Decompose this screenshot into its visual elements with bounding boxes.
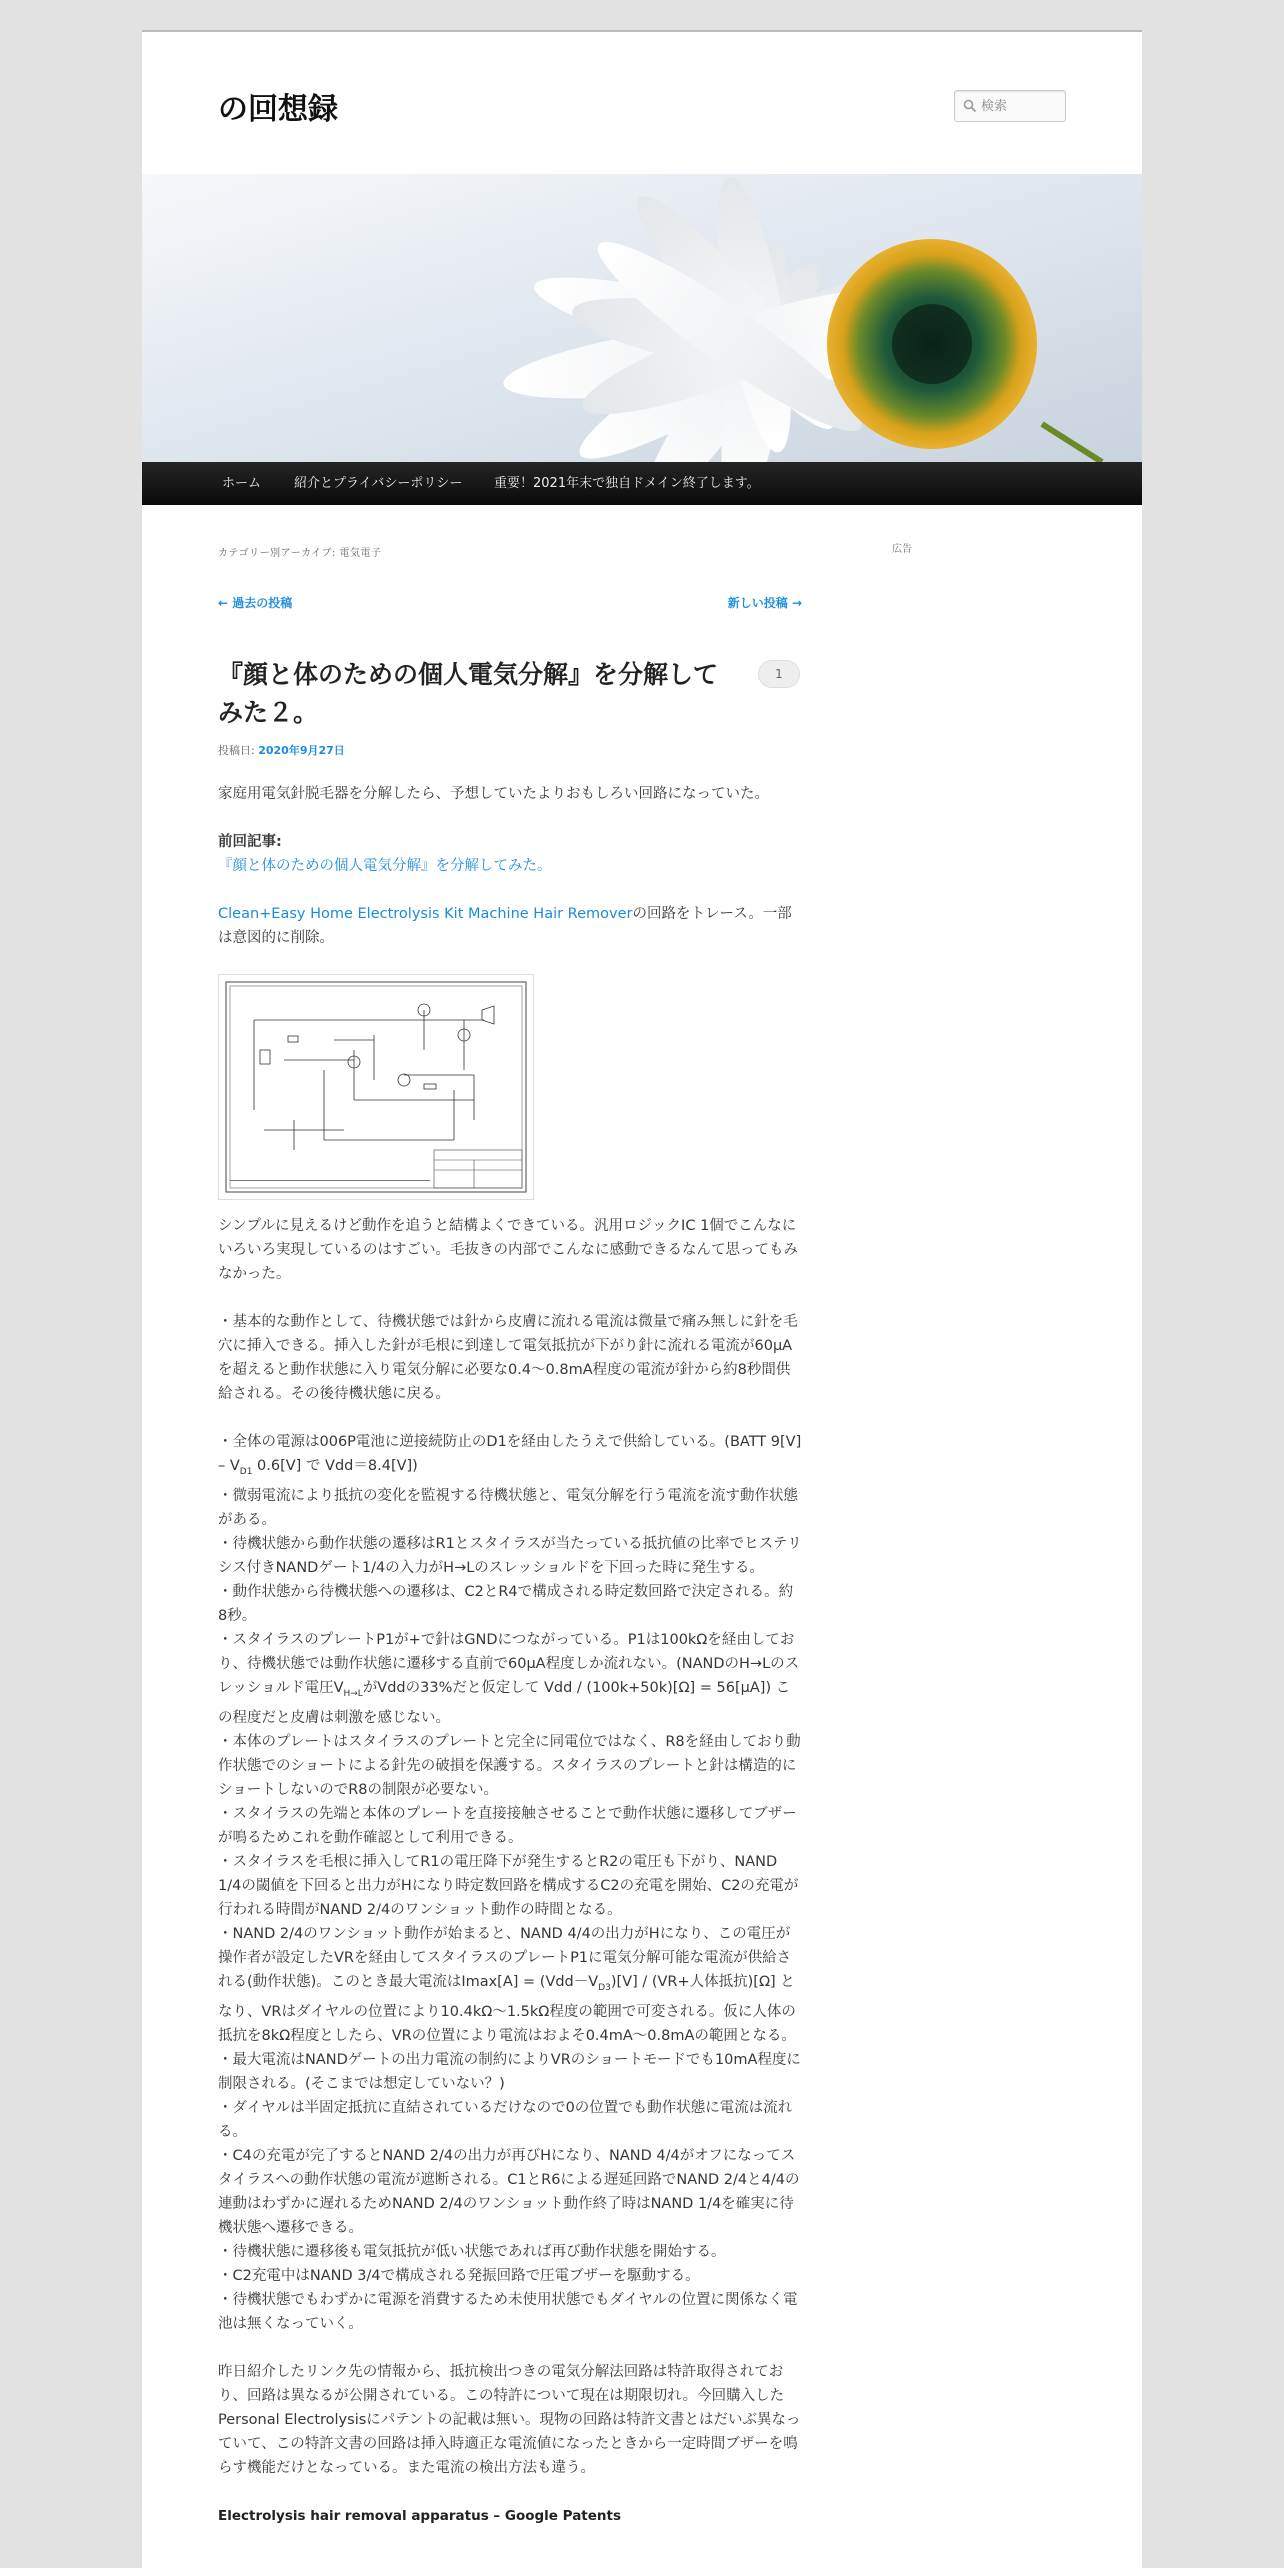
next-post-link[interactable]: 新しい投稿 → [727,596,802,610]
comment-count-bubble[interactable]: 1 [758,660,800,688]
previous-article-block [218,830,802,878]
note-text: がVddの33%だと仮定して Vdd / (100k+50k)[Ω] = 56[μA]) この程度だと皮膚は刺激を感じない。 [218,1679,791,1726]
note-buzzer: ・C2充電中はNAND 3/4で構成される発振回路で圧電ブザーを駆動する。 [218,2267,700,2284]
site-title[interactable]: の回想録 [218,92,338,127]
previous-article-label: 前回記事: [218,834,282,850]
post-date-link[interactable]: 2020年9月27日 [258,744,345,757]
search-box[interactable] [954,90,1066,122]
circuit-schematic [224,980,528,1194]
kit-paragraph [218,902,802,950]
header-banner-image[interactable] [142,174,1142,462]
note-subscript: D3 [598,1982,611,1993]
daisy-banner [142,174,1142,462]
kit-product-link[interactable]: Clean+Easy Home Electrolysis Kit Machine Hair Remover [218,906,633,922]
note-states: ・微弱電流により抵抗の変化を監視する待機状態と、電気分解を行う電流を流す動作状態がある。 [218,1487,798,1528]
note-standby-to-active: ・待機状態から動作状態の遷移はR1とスタイラスが当たっている抵抗値の比率でヒステリシス付きNANDゲート1/4の入力がH→Lのスレッショルドを下回った時に発生する。 [218,1535,802,1576]
note-subscript: H→L [343,1688,363,1699]
note-text: ・スタイラスのプレートP1が+で針はGNDにつながっている。P1は100kΩを経由しており、待機状態では動作状態に遷移する直前で60μA程度しか流れない。(NANDのH→Lのスレッショルド電圧V [218,1631,800,1696]
post-title[interactable]: 『顔と体のための個人電気分解』を分解してみた２。 [218,660,719,727]
simple-paragraph: シンプルに見えるけど動作を追うと結構よくできている。汎用ロジックIC 1個でこんなにいろいろ実現しているのはすごい。毛抜きの内部でこんなに感動できるなんて思ってもみなかった。 [218,1218,798,1282]
note-text: ・NAND 2/4のワンショット動作が始まると、NAND 4/4の出力がHになり、この電圧が操作者が設定したVRを経由してスタイラスのプレートP1に電気分解可能な電流が供給される(動作状態)。このとき最大電流はImax[A] = (Vdd－V [218,1925,792,1990]
circuit-diagram-image[interactable] [218,974,534,1200]
sidebar-ad-label: 広告 [892,544,912,555]
circuit-notes-list [218,1430,802,2336]
nav-item-home[interactable]: ホーム [222,476,262,491]
note-text: ・全体の電源は006P電池に逆接続防止のD1を経由したうえで供給している。(BATT 9[V] – V [218,1434,802,1474]
note-text: 0.6[V] で Vdd＝8.4[V]) [252,1458,418,1474]
page-container [142,30,1142,2568]
basic-operation-paragraph: ・基本的な動作として、待機状態では針から皮膚に流れる電流は微量で痛み無しに針を毛穴に挿入できる。挿入した針が毛根に到達して電気抵抗が下がり針に流れる電流が60μAを超えると動作状態に入り電気分解に必要な0.4～0.8mA程度の電流が針から約8秒間供給される。その後待機状態に戻る。 [218,1314,798,1402]
note-active-to-standby: ・動作状態から待機状態への遷移は、C2とR4で構成される時定数回路で決定される。約8秒。 [218,1583,794,1624]
kit-text: の回路をトレース。一部は意図的に削除。 [218,906,792,946]
search-icon [963,99,977,113]
archive-label: カテゴリー別アーカイブ: 電気電子 [218,548,382,559]
nav-item-domain-notice[interactable]: 重要！2021年末で独自ドメイン終了します。 [494,476,760,491]
note-body-plate: ・本体のプレートはスタイラスのプレートと完全に同電位ではなく、R8を経由しており動作状態でのショートによる針先の破損を保護する。スタイラスのプレートと針は構造的にショートしないのでR8の制限が必要ない。 [218,1733,801,1798]
note-subscript: D1 [239,1466,253,1477]
previous-article-link[interactable]: 『顔と体のための個人電気分解』を分解してみた。 [218,858,552,874]
note-dial: ・ダイヤルは半固定抵抗に直結されているだけなので0の位置でも動作状態に電流は流れる。 [218,2099,793,2140]
note-max-current: ・最大電流はNANDゲートの出力電流の制約によりVRのショートモードでも10mA程度に制限される。(そこまでは想定していない？) [218,2051,801,2092]
note-one-shot [218,1922,802,2048]
post-meta [218,742,345,758]
note-standby-drain: ・待機状態でもわずかに電源を消費するため未使用状態でもダイヤルの位置に関係なく電池は無くなっていく。 [218,2291,798,2332]
note-insertion: ・スタイラスを毛根に挿入してR1の電圧降下が発生するとR2の電圧も下がり、NAND 1/4の閾値を下回ると出力がHになり時定数回路を構成するC2の充電を開始、C2の充電が行われる時間がNAND 2/4のワンショット動作の時間となる。 [218,1853,799,1918]
patent-heading [218,2504,802,2528]
post-content [218,782,802,2552]
note-stylus-plate [218,1628,802,1730]
post-date-label: 投稿日: [218,744,255,757]
patent-paragraph: 昨日紹介したリンク先の情報から、抵抗検出つきの電気分解法回路は特許取得されており、回路は異なるが公開されている。この特許について現在は期限切れ。今回購入したPersonal Electrolysisにパテントの記載は無い。現物の回路は特許文書とはだいぶ異なっていて、この特許文書の回路は挿入時適正な電流値になったときから一定時間ブザーを鳴らす機能だけとなっている。また電流の検出方法も違う。 [218,2363,801,2476]
main-navigation [142,462,1142,505]
note-restart: ・待機状態に遷移後も電気抵抗が低い状態であれば再び動作状態を開始する。 [218,2243,726,2260]
previous-post-link[interactable]: ← 過去の投稿 [218,596,293,610]
intro-paragraph: 家庭用電気針脱毛器を分解したら、予想していたよりおもしろい回路になっていた。 [218,786,769,802]
note-power-supply [218,1430,802,1484]
note-c4-charge: ・C4の充電が完了するとNAND 2/4の出力が再びHになり、NAND 4/4がオフになってスタイラスへの動作状態の電流が遮断される。C1とR6による遅延回路でNAND 2/4と4/4の連動はわずかに遅れるためNAND 2/4のワンショット動作終了時はNAND 1/4を確実に待機状態へ遷移できる。 [218,2147,800,2236]
note-text: )[V] / (VR+人体抵抗)[Ω] となり、VRはダイヤルの位置により10.4kΩ～1.5kΩ程度の範囲で可変される。仮に人体の抵抗を8kΩ程度としたら、VRの位置により電流はおよそ0.4mA～0.8mAの範囲となる。 [218,1973,796,2044]
nav-item-about-privacy[interactable]: 紹介とプライバシーポリシー [294,476,463,491]
search-input[interactable] [981,95,1061,117]
patent-heading-text[interactable]: Electrolysis hair removal apparatus – Google Patents [218,2507,622,2524]
note-test-contact: ・スタイラスの先端と本体のプレートを直接接触させることで動作状態に遷移してブザーが鳴るためこれを動作確認として利用できる。 [218,1805,797,1846]
